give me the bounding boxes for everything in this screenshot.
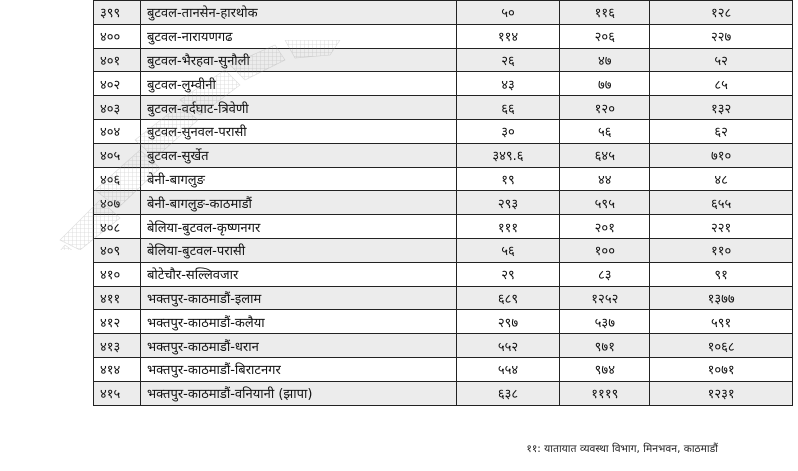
source-footnote: ११: यातायात व्यवस्था विभाग, मिनभवन, काठमाडौं (526, 443, 718, 455)
route-cell: बुटवल-वर्दघाट-त्रिवेणी (140, 96, 456, 120)
serial-number-cell: ४०० (94, 24, 141, 48)
table-row (94, 381, 793, 405)
value-cell-1: ५५४ (456, 357, 560, 381)
value-cell-3: ८५ (650, 72, 793, 96)
value-cell-1: ५६ (456, 238, 560, 262)
value-cell-2: ८३ (560, 262, 650, 286)
table-row (94, 24, 793, 48)
route-cell: बुटवल-सुर्खेत (140, 143, 456, 167)
value-cell-1: ११४ (456, 24, 560, 48)
value-cell-1: ६६ (456, 96, 560, 120)
serial-number-cell: ४०१ (94, 48, 141, 72)
value-cell-3: १२८ (650, 1, 793, 25)
value-cell-1: ३४९.६ (456, 143, 560, 167)
value-cell-2: १२५२ (560, 286, 650, 310)
value-cell-1: ६८९ (456, 286, 560, 310)
serial-number-cell: ४०८ (94, 215, 141, 239)
value-cell-2: १०० (560, 238, 650, 262)
value-cell-1: ३० (456, 119, 560, 143)
route-cell: बेलिया-बुटवल-कृष्णनगर (140, 215, 456, 239)
value-cell-2: ४४ (560, 167, 650, 191)
route-cell: बेनी-बागलुङ-काठमाडौं (140, 191, 456, 215)
route-cell: बेलिया-बुटवल-परासी (140, 238, 456, 262)
value-cell-1: १११ (456, 215, 560, 239)
value-cell-3: ६२ (650, 119, 793, 143)
table-row (94, 167, 793, 191)
value-cell-1: ४३ (456, 72, 560, 96)
value-cell-1: २९७ (456, 310, 560, 334)
value-cell-1: ५० (456, 1, 560, 25)
table-row (94, 215, 793, 239)
table-row (94, 286, 793, 310)
table-row (94, 96, 793, 120)
value-cell-3: १३२ (650, 96, 793, 120)
serial-number-cell: ४१५ (94, 381, 141, 405)
value-cell-1: ६३८ (456, 381, 560, 405)
route-cell: बुटवल-लुम्वीनी (140, 72, 456, 96)
value-cell-2: ५३७ (560, 310, 650, 334)
table-row (94, 357, 793, 381)
value-cell-3: ११० (650, 238, 793, 262)
route-cell: बुटवल-सुनवल-परासी (140, 119, 456, 143)
value-cell-2: १२० (560, 96, 650, 120)
serial-number-cell: ४०३ (94, 96, 141, 120)
value-cell-2: ६४५ (560, 143, 650, 167)
value-cell-3: १०६८ (650, 334, 793, 358)
route-cell: भक्तपुर-काठमाडौं-इलाम (140, 286, 456, 310)
route-cell: बुटवल-तानसेन-हारथोक (140, 1, 456, 25)
route-cell: बेनी-बागलुङ (140, 167, 456, 191)
route-cell: भक्तपुर-काठमाडौं-बिराटनगर (140, 357, 456, 381)
serial-number-cell: ४१० (94, 262, 141, 286)
table-row (94, 72, 793, 96)
value-cell-3: ४८ (650, 167, 793, 191)
serial-number-cell: ४०५ (94, 143, 141, 167)
table-row (94, 143, 793, 167)
value-cell-2: ९७४ (560, 357, 650, 381)
value-cell-2: ४७ (560, 48, 650, 72)
value-cell-2: २०१ (560, 215, 650, 239)
value-cell-2: ५६ (560, 119, 650, 143)
value-cell-3: ७१० (650, 143, 793, 167)
value-cell-3: ६५५ (650, 191, 793, 215)
value-cell-2: ७७ (560, 72, 650, 96)
value-cell-3: १२३१ (650, 381, 793, 405)
serial-number-cell: ४०९ (94, 238, 141, 262)
value-cell-1: २९३ (456, 191, 560, 215)
route-cell: बुटवल-भैरहवा-सुनौली (140, 48, 456, 72)
value-cell-2: २०६ (560, 24, 650, 48)
value-cell-3: १३७७ (650, 286, 793, 310)
serial-number-cell: ४०६ (94, 167, 141, 191)
serial-number-cell: ४०७ (94, 191, 141, 215)
route-cell: बुटवल-नारायणगढ (140, 24, 456, 48)
serial-number-cell: ४१४ (94, 357, 141, 381)
value-cell-3: १०७१ (650, 357, 793, 381)
value-cell-3: ५९१ (650, 310, 793, 334)
value-cell-1: २६ (456, 48, 560, 72)
value-cell-3: ५२ (650, 48, 793, 72)
route-cell: भक्तपुर-काठमाडौं-वनियानी (झापा) (140, 381, 456, 405)
table-row (94, 48, 793, 72)
table-row (94, 191, 793, 215)
serial-number-cell: ४०२ (94, 72, 141, 96)
value-cell-1: २९ (456, 262, 560, 286)
serial-number-cell: ३९९ (94, 1, 141, 25)
route-cell: भक्तपुर-काठमाडौं-धरान (140, 334, 456, 358)
serial-number-cell: ४११ (94, 286, 141, 310)
table-row (94, 119, 793, 143)
serial-number-cell: ४०४ (94, 119, 141, 143)
route-cell: बोटेचौर-सल्लिवजार (140, 262, 456, 286)
value-cell-1: १९ (456, 167, 560, 191)
value-cell-3: २२७ (650, 24, 793, 48)
serial-number-cell: ४१२ (94, 310, 141, 334)
value-cell-2: ११६ (560, 1, 650, 25)
value-cell-1: ५५२ (456, 334, 560, 358)
value-cell-3: २२१ (650, 215, 793, 239)
table-row (94, 262, 793, 286)
table-row (94, 1, 793, 25)
route-cell: भक्तपुर-काठमाडौं-कलैया (140, 310, 456, 334)
table-row (94, 310, 793, 334)
value-cell-3: ९१ (650, 262, 793, 286)
value-cell-2: १११९ (560, 381, 650, 405)
value-cell-2: ५९५ (560, 191, 650, 215)
value-cell-2: ९७१ (560, 334, 650, 358)
table-row (94, 238, 793, 262)
fare-table (93, 0, 793, 406)
serial-number-cell: ४१३ (94, 334, 141, 358)
table-row (94, 334, 793, 358)
